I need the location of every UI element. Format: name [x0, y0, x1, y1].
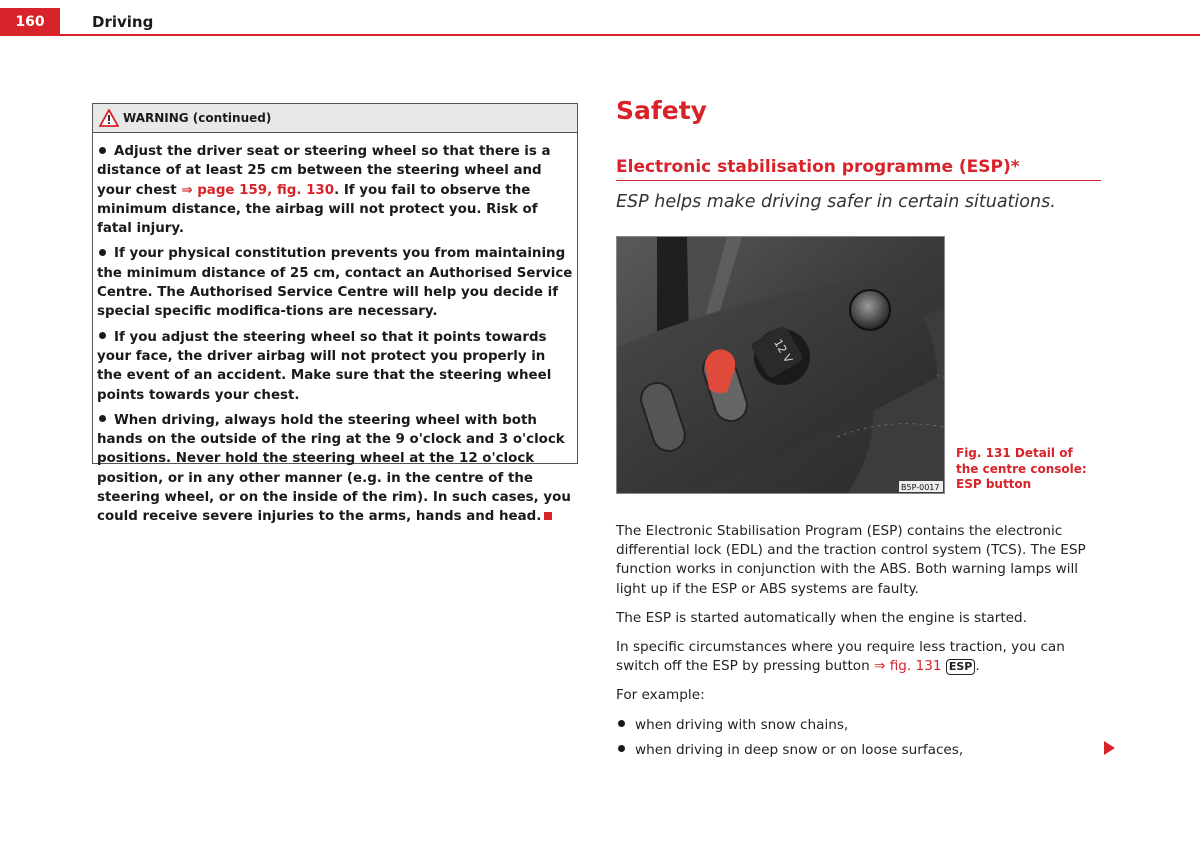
warning-item-text: When driving, always hold the steering wheel with both hands on the outside of the ring at the 9 o'clock and 3 o'clock positions. Never hold the steering wheel at the 12 o'clock position, or in any other manner (e.g. in the centre of the steering wheel, or on the inside of the rim). In such cases, you could receive severe injuries to the arms, hands and head.: [97, 412, 571, 525]
list-item: [616, 716, 1106, 735]
paragraph-end: .: [975, 658, 980, 675]
figure-reference-link[interactable]: ⇒ fig. 131: [874, 658, 942, 675]
warning-item-text: If you adjust the steering wheel so that it points towards your face, the driver airbag will not protect you properly in the event of an accident. Make sure that the steering wheel points towards your chest.: [97, 329, 552, 403]
lead-text: ESP helps make driving safer in certain situations.: [616, 192, 1056, 212]
heading-rule: [616, 180, 1101, 181]
paragraph: The Electronic Stabilisation Program (ESP) contains the electronic differential lock (EDL) and the traction control system (TCS). The ESP function works in conjunction with the ABS. Both warning lamps will light up if the ESP or ABS systems are faulty.: [616, 523, 1086, 597]
end-marker-icon: [544, 512, 552, 520]
paragraph: The ESP is started automatically when the engine is started.: [616, 609, 1027, 626]
warning-triangle-icon: [99, 109, 119, 127]
list-item-text: when driving with snow chains,: [635, 716, 849, 733]
warning-item: [97, 411, 573, 527]
bullet-icon: [99, 249, 106, 256]
bullet-icon: [99, 147, 106, 154]
warning-box: [92, 103, 578, 525]
warning-item-text: Adjust the driver seat or steering wheel so that there is a distance of at least 25 cm between the steering wheel and your chest: [97, 144, 551, 198]
warning-header: [93, 104, 577, 133]
next-page-arrow-icon[interactable]: [1104, 741, 1115, 755]
paragraph: [616, 638, 1106, 676]
page-reference-link[interactable]: ⇒ page 159, fig. 130: [181, 182, 335, 198]
list-item-text: when driving in deep snow or on loose surfaces,: [635, 741, 964, 758]
figure-code: B5P-0017: [901, 483, 940, 492]
warning-title: WARNING (continued): [123, 111, 272, 125]
warning-item: [97, 328, 573, 405]
paragraph: For example:: [616, 687, 705, 704]
warning-item: [97, 142, 573, 238]
warning-item-text: If your physical constitution prevents you from maintaining the minimum distance of 25 cm, contact an Authorised Service Centre. The Authorised Service Centre will help you decide if special specific modifica-tions are necessary.: [97, 246, 573, 320]
page-number: 160: [0, 8, 60, 34]
section-heading: Electronic stabilisation programme (ESP)*: [616, 157, 1020, 177]
bullet-icon: [618, 720, 625, 727]
header-rule: [0, 34, 1200, 36]
bullet-icon: [618, 745, 625, 752]
chapter-heading: Safety: [616, 96, 707, 125]
list-item: [616, 741, 1106, 760]
section-title: Driving: [92, 13, 154, 31]
paragraph-text: In specific circumstances where you require less traction, you can switch off the ESP by pressing button: [616, 639, 1065, 675]
bullet-icon: [99, 332, 106, 339]
figure-caption: Fig. 131 Detail of the centre console: ESP button: [956, 446, 1087, 491]
warning-item-text: . If you fail to observe the minimum distance, the airbag will not protect you. Risk of fatal injury.: [97, 182, 538, 237]
centre-console-photo: [616, 236, 945, 494]
warning-item: [97, 244, 573, 321]
esp-button-icon: ESP: [946, 659, 976, 675]
bullet-icon: [99, 415, 106, 422]
body-text: [616, 522, 1106, 766]
socket-label: 12 V: [771, 336, 795, 366]
